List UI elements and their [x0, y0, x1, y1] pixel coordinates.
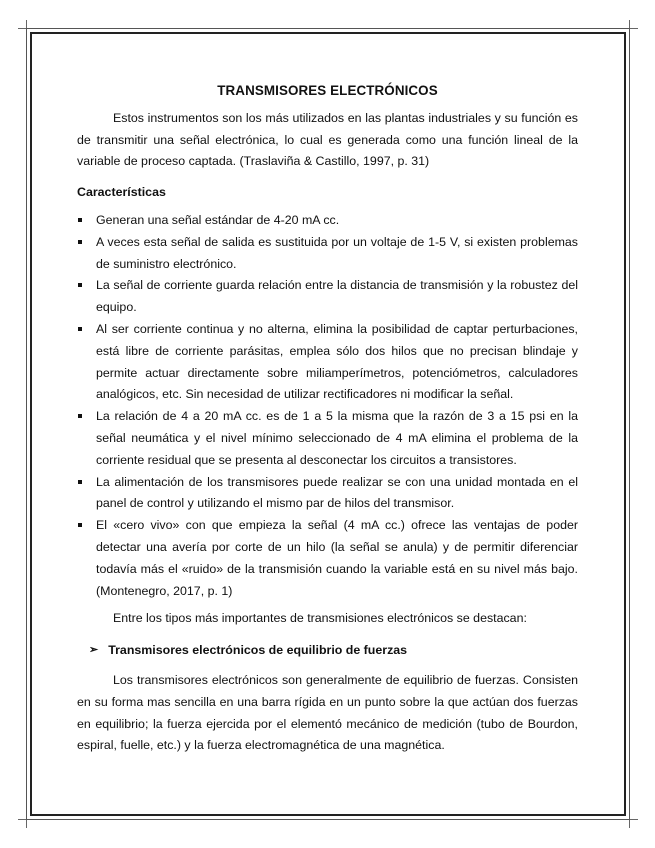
corner-tick [26, 20, 27, 28]
arrow-right-icon: ➢ [89, 644, 99, 657]
corner-tick [26, 820, 27, 828]
list-item [77, 232, 578, 276]
bullet-icon [78, 240, 82, 244]
list-item-text: La alimentación de los transmisores puede realizar se con una unidad montada en el panel de control y utilizando el mismo par de hilos del transmisor. [96, 474, 578, 511]
list-item [77, 275, 578, 319]
section-heading [89, 640, 578, 662]
list-item [77, 406, 578, 471]
corner-tick [630, 819, 638, 820]
corner-tick [629, 20, 630, 28]
characteristics-list [77, 210, 578, 602]
list-item-text: El «cero vivo» con que empieza la señal (4 mA cc.) ofrece las ventajas de poder detectar una avería por corte de un hilo (la señal se anula) y de permitir diferenciar todavía más el «ruido» de la transmisión cuando la variable está en su nivel más bajo. (Montenegro, 2017, p. 1) [96, 518, 578, 598]
corner-tick [18, 819, 26, 820]
corner-tick [630, 28, 638, 29]
bullet-icon [78, 480, 82, 484]
bullet-icon [78, 523, 82, 527]
types-intro-paragraph: Entre los tipos más importantes de transmisiones electrónicos se destacan: [113, 611, 527, 626]
list-item-text: La relación de 4 a 20 mA cc. es de 1 a 5 la misma que la razón de 3 a 15 psi en la señal neumática y el nivel mínimo seleccionado de 4 mA elimina el problema de la corriente residual que se presenta al desconectar los circuitos a transistores. [96, 409, 578, 467]
list-item [77, 515, 578, 602]
bullet-icon [78, 218, 82, 222]
intro-paragraph: Estos instrumentos son los más utilizados en las plantas industriales y su función es de transmitir una señal electrónica, lo cual es generada como una función lineal de la variable de proceso captada. (Traslaviña & Castillo, 1997, p. 31) [77, 110, 578, 169]
bullet-icon [78, 283, 82, 287]
corner-tick [629, 820, 630, 828]
list-item [77, 319, 578, 406]
list-item [77, 210, 578, 232]
list-item-text: La señal de corriente guarda relación entre la distancia de transmisión y la robustez del equipo. [96, 278, 578, 315]
bullet-icon [78, 327, 82, 331]
corner-tick [18, 28, 26, 29]
bullet-icon [78, 414, 82, 418]
list-item-text: A veces esta señal de salida es sustituida por un voltaje de 1-5 V, si existen problemas de suministro electrónico. [96, 234, 578, 271]
characteristics-heading: Características [77, 185, 166, 200]
section-heading-text: Transmisores electrónicos de equilibrio de fuerzas [108, 643, 408, 658]
list-item-text: Al ser corriente continua y no alterna, elimina la posibilidad de captar perturbaciones, está libre de corriente parásitas, emplea sólo dos hilos que no precisan blindaje y permite actuar directamente sobre miliamperímetros, potenciómetros, calculadores analógicos, etc. Sin necesidad de utilizar rectificadores ni modificar la señal. [96, 321, 578, 402]
document-body [77, 80, 578, 757]
document-title: TRANSMISORES ELECTRÓNICOS [217, 83, 438, 98]
section-body-paragraph: Los transmisores electrónicos son generalmente de equilibrio de fuerzas. Consisten en su forma mas sencilla en una barra rígida en un punto sobre la que actúan dos fuerzas en equilibrio; la fuerza ejercida por el elementó mecánico de medición (tubo de Bourdon, espiral, fuelle, etc.) y la fuerza electromagnética de una magnética. [77, 672, 578, 753]
list-item [77, 472, 578, 516]
list-item-text: Generan una señal estándar de 4-20 mA cc. [96, 212, 340, 227]
